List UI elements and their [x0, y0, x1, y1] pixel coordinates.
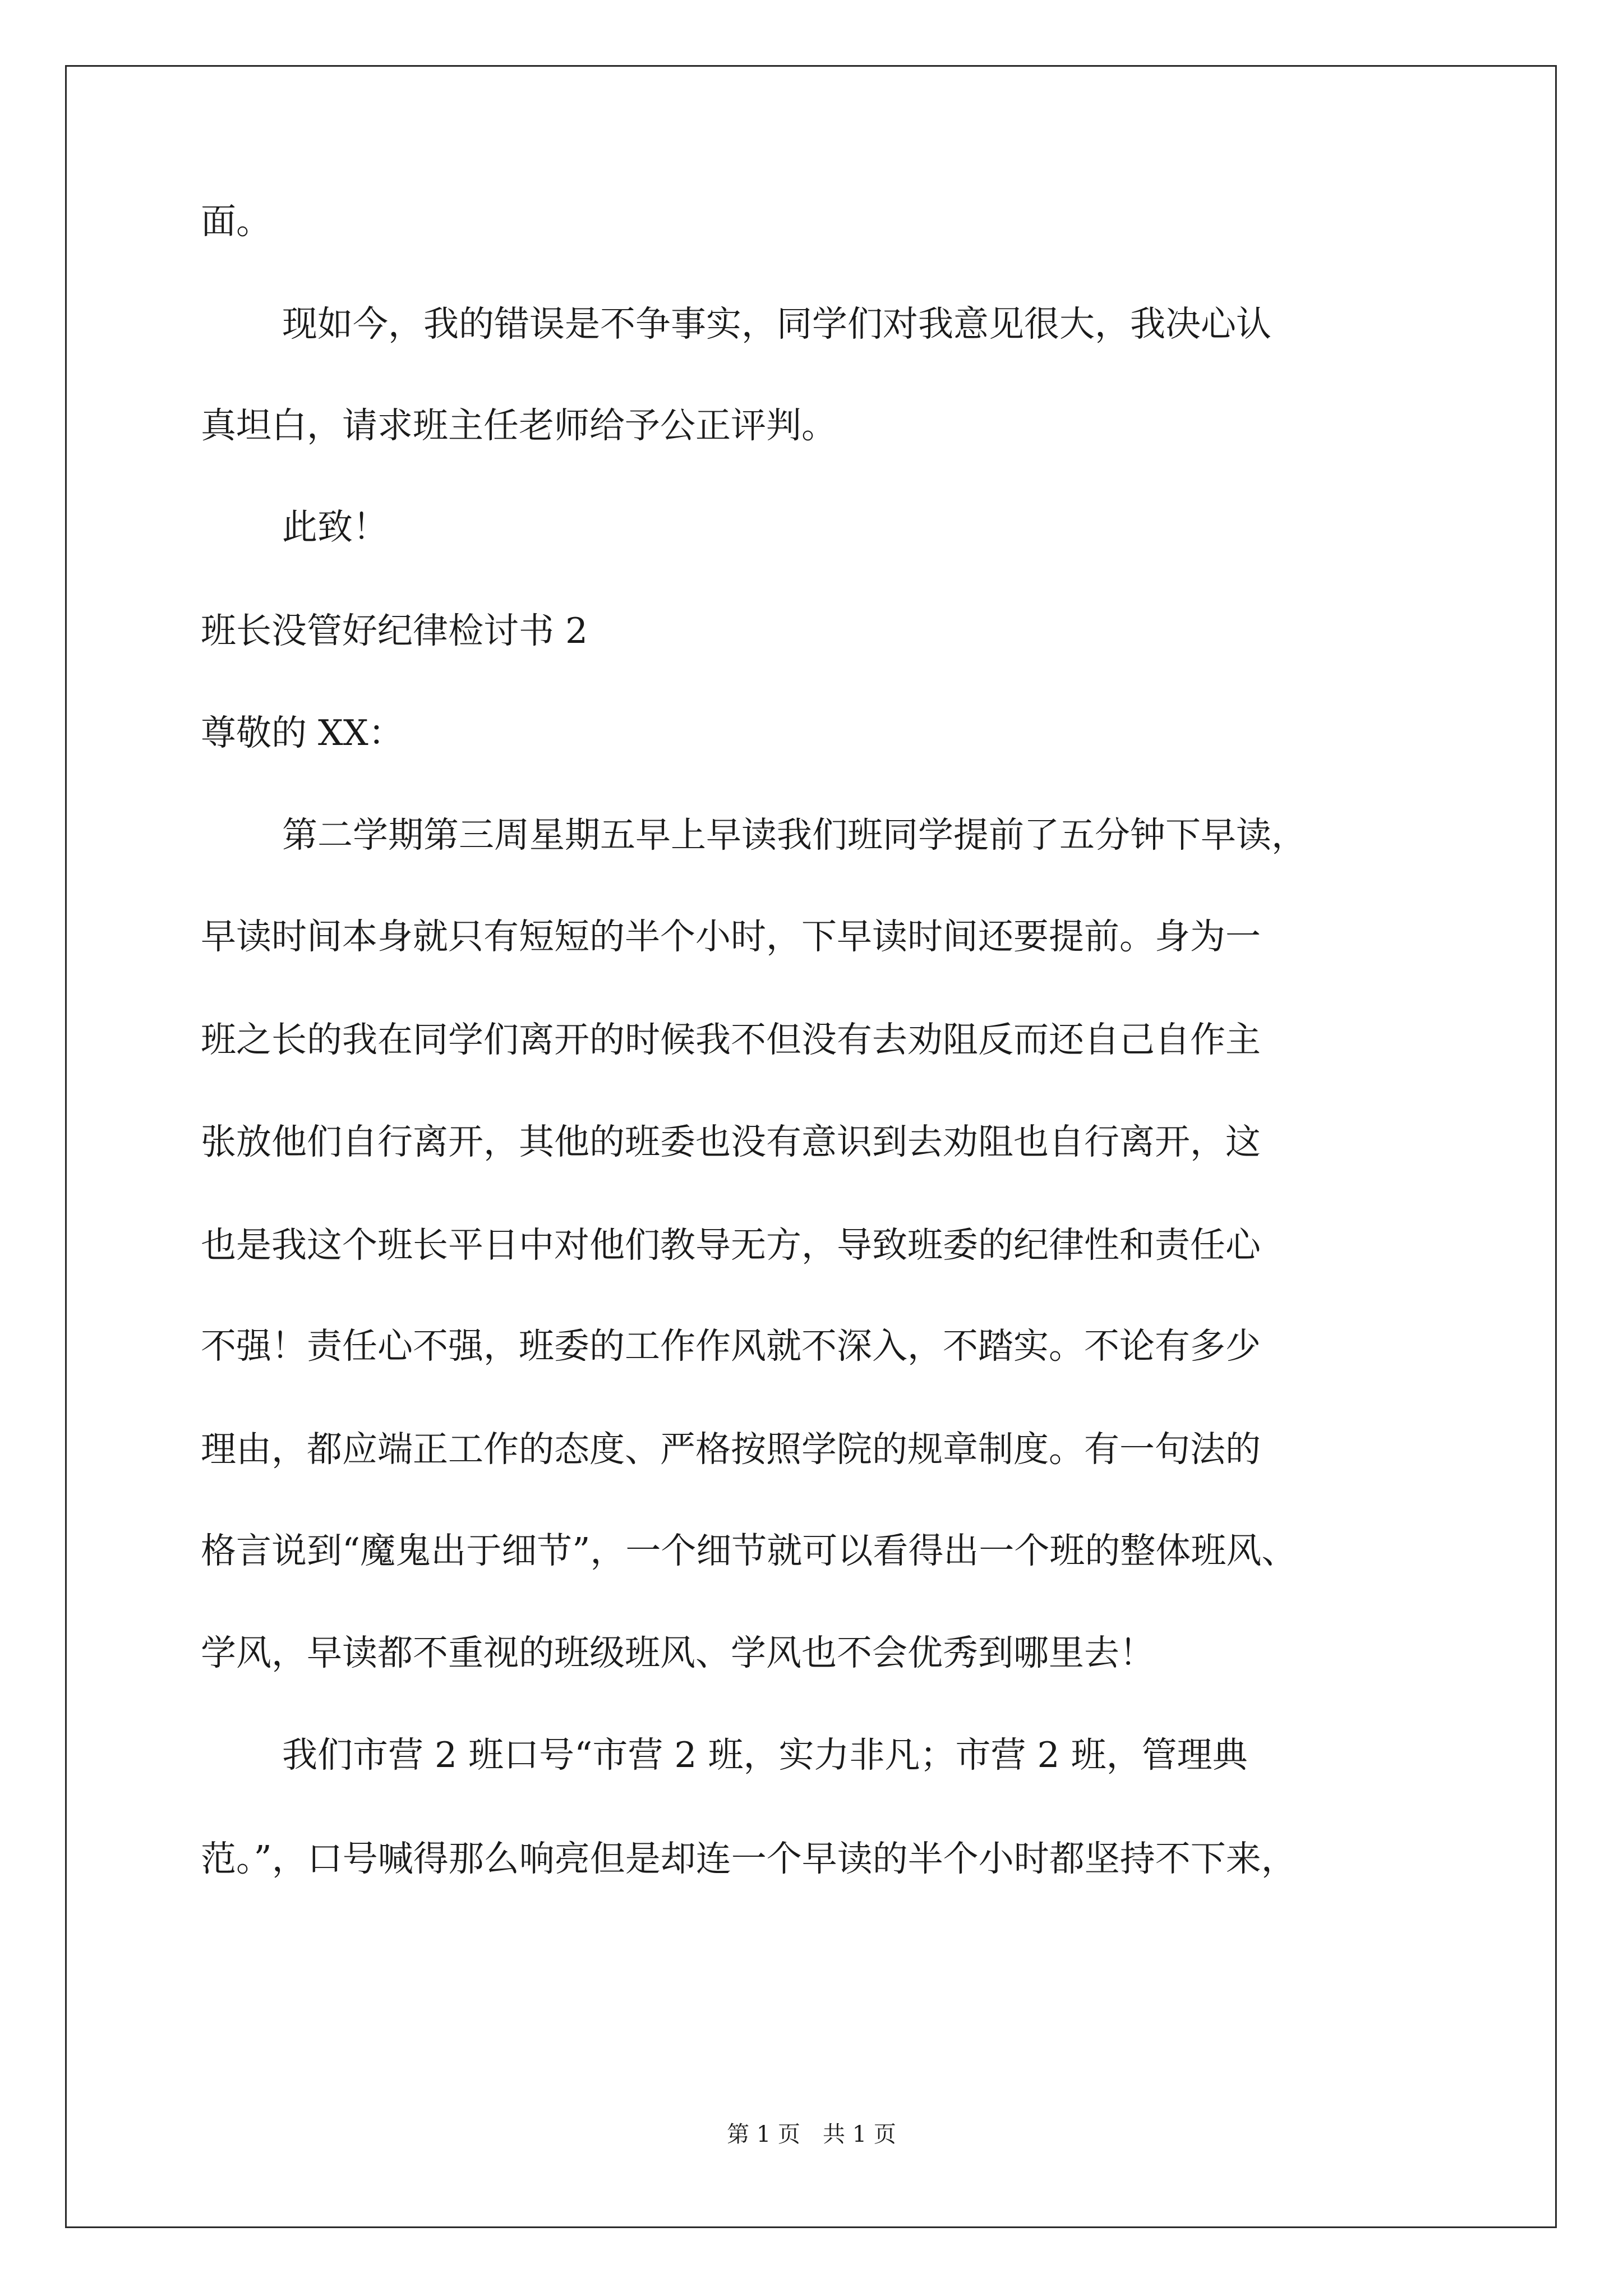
body-line-8: 早读时间本身就只有短短的半个小时，下早读时间还要提前。身为一 [201, 916, 1261, 957]
body-line-1: 面。 [201, 201, 271, 242]
section-heading: 班长没管好纪律检讨书 2 [201, 610, 588, 651]
greeting-line: 尊敬的 XX： [201, 712, 404, 753]
body-line-2: 现如今，我的错误是不争事实，同学们对我意见很大，我决心认 [282, 303, 1271, 344]
page-number-footer: 第 1 页 共 1 页 [727, 2122, 896, 2147]
body-line-15: 学风，早读都不重视的班级班风、学风也不会优秀到哪里去！ [201, 1632, 1155, 1673]
body-line-9: 班之长的我在同学们离开的时候我不但没有去劝阻反而还自己自作主 [201, 1019, 1261, 1060]
body-line-10: 张放他们自行离开，其他的班委也没有意识到去劝阻也自行离开，这 [201, 1121, 1261, 1162]
body-line-17: 范。”，口号喊得那么响亮但是却连一个早读的半个小时都坚持不下来， [201, 1838, 1297, 1879]
body-line-12: 不强！责任心不强，班委的工作作风就不深入，不踏实。不论有多少 [201, 1326, 1261, 1366]
body-line-11: 也是我这个班长平日中对他们教导无方，导致班委的纪律性和责任心 [201, 1225, 1261, 1266]
body-line-14: 格言说到“魔鬼出于细节”，一个细节就可以看得出一个班的整体班风、 [201, 1530, 1297, 1571]
body-line-7: 第二学期第三周星期五早上早读我们班同学提前了五分钟下早读， [282, 815, 1307, 855]
body-line-13: 理由，都应端正工作的态度、严格按照学院的规章制度。有一句法的 [201, 1429, 1261, 1470]
closing-salutation: 此致！ [282, 507, 388, 547]
body-line-16: 我们市营 2 班口号“市营 2 班，实力非凡；市营 2 班，管理典 [282, 1734, 1248, 1775]
body-line-3: 真坦白，请求班主任老师给予公正评判。 [201, 405, 837, 446]
